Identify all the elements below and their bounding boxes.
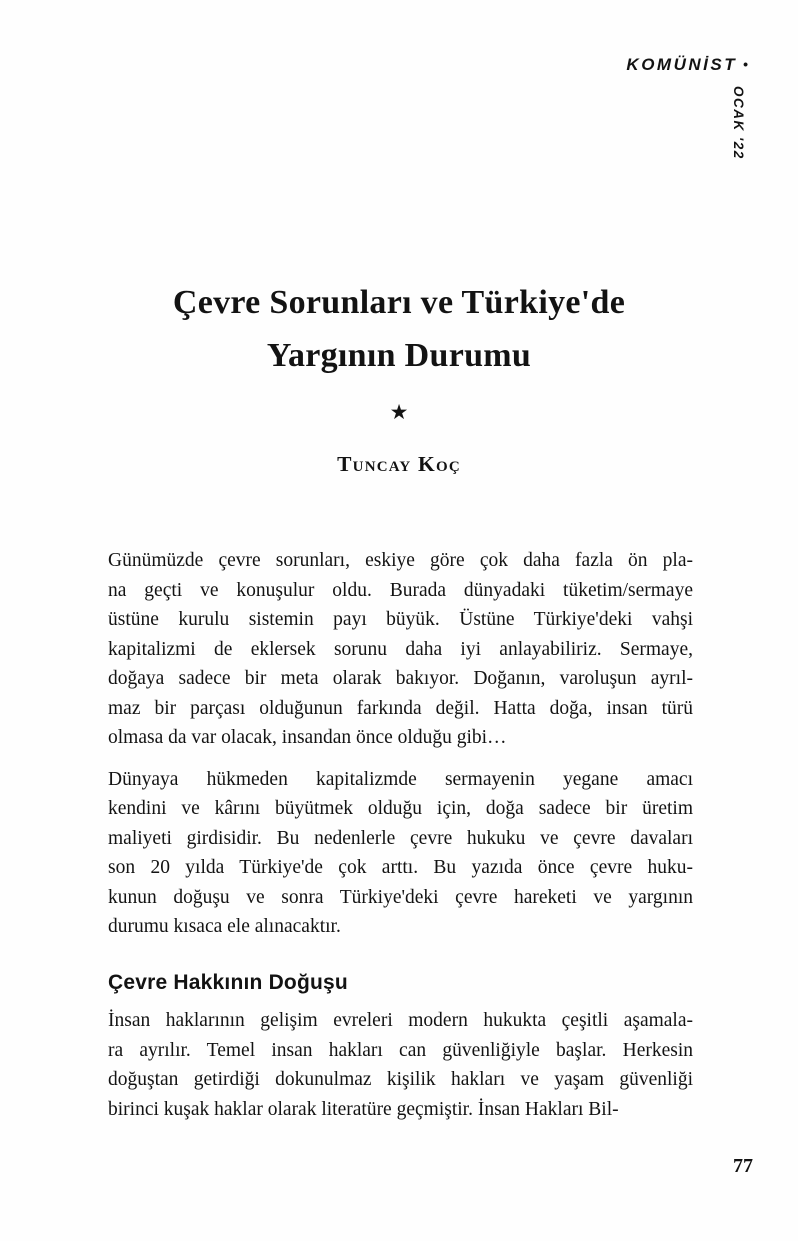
body-line: na geçti ve konuşulur oldu. Burada dünyadaki tüketim/sermaye [108, 579, 693, 601]
body-line: Dünyaya hükmeden kapitalizmde sermayenin yegane amacı [108, 768, 693, 790]
body-paragraph [108, 546, 693, 753]
body-line: doğaya sadece bir meta olarak bakıyor. Doğanın, varoluşun ayrıl- [108, 668, 693, 689]
section-heading: Çevre Hakkının Doğuşu [108, 970, 348, 994]
body-line: birinci kuşak haklar olarak literatüre geçmiştir. İnsan Hakları Bil- [108, 1098, 619, 1120]
magazine-title: KOMÜNİST [626, 55, 738, 74]
article-body [108, 546, 693, 1136]
author-name: Tuncay Koç [337, 452, 461, 476]
issue-date: OCAK '22 [731, 86, 746, 160]
page-number: 77 [733, 1155, 753, 1177]
body-line: durumu kısaca ele alınacaktır. [108, 916, 341, 937]
body-line: doğuştan getirdiği dokunulmaz kişilik hakları ve yaşam güvenliği [108, 1069, 693, 1090]
article-title-line-1: Çevre Sorunları ve Türkiye'de [172, 284, 626, 321]
body-line: maz bir parçası olduğunun farkında değil. Hatta doğa, insan türü [108, 697, 693, 719]
article-title-line-2: Yargının Durumu [266, 337, 532, 374]
body-line: ra ayrılır. Temel insan hakları can güvenliğiyle başlar. Herkesin [108, 1039, 693, 1061]
body-paragraph [108, 765, 693, 942]
body-line: Günümüzde çevre sorunları, eskiye göre çok daha fazla ön pla- [108, 550, 693, 571]
body-line: kunun doğuşu ve sonra Türkiye'deki çevre hareketi ve yargının [108, 886, 693, 908]
body-line: üstüne kurulu sistemin payı büyük. Üstüne Türkiye'deki vahşi [108, 609, 693, 630]
body-line: olmasa da var olacak, insandan önce olduğu gibi… [108, 727, 507, 748]
body-line: kendini ve kârını büyütmek olduğu için, doğa sadece bir üretim [108, 798, 693, 819]
star-divider-icon: ★ [389, 400, 409, 424]
body-line: maliyeti girdisidir. Bu nedenlerle çevre hukuku ve çevre davaları [108, 827, 693, 849]
body-line: İnsan haklarının gelişim evreleri modern hukukta çeşitli aşamala- [108, 1010, 693, 1031]
body-paragraph [108, 1006, 693, 1124]
magazine-masthead [626, 55, 748, 75]
body-line: son 20 yılda Türkiye'de çok arttı. Bu yazıda önce çevre huku- [108, 857, 693, 878]
article-title [0, 276, 798, 382]
body-line: kapitalizmi de eklersek sorunu daha iyi anlayabiliriz. Sermaye, [108, 638, 693, 660]
masthead-bullet-icon: • [743, 56, 748, 72]
